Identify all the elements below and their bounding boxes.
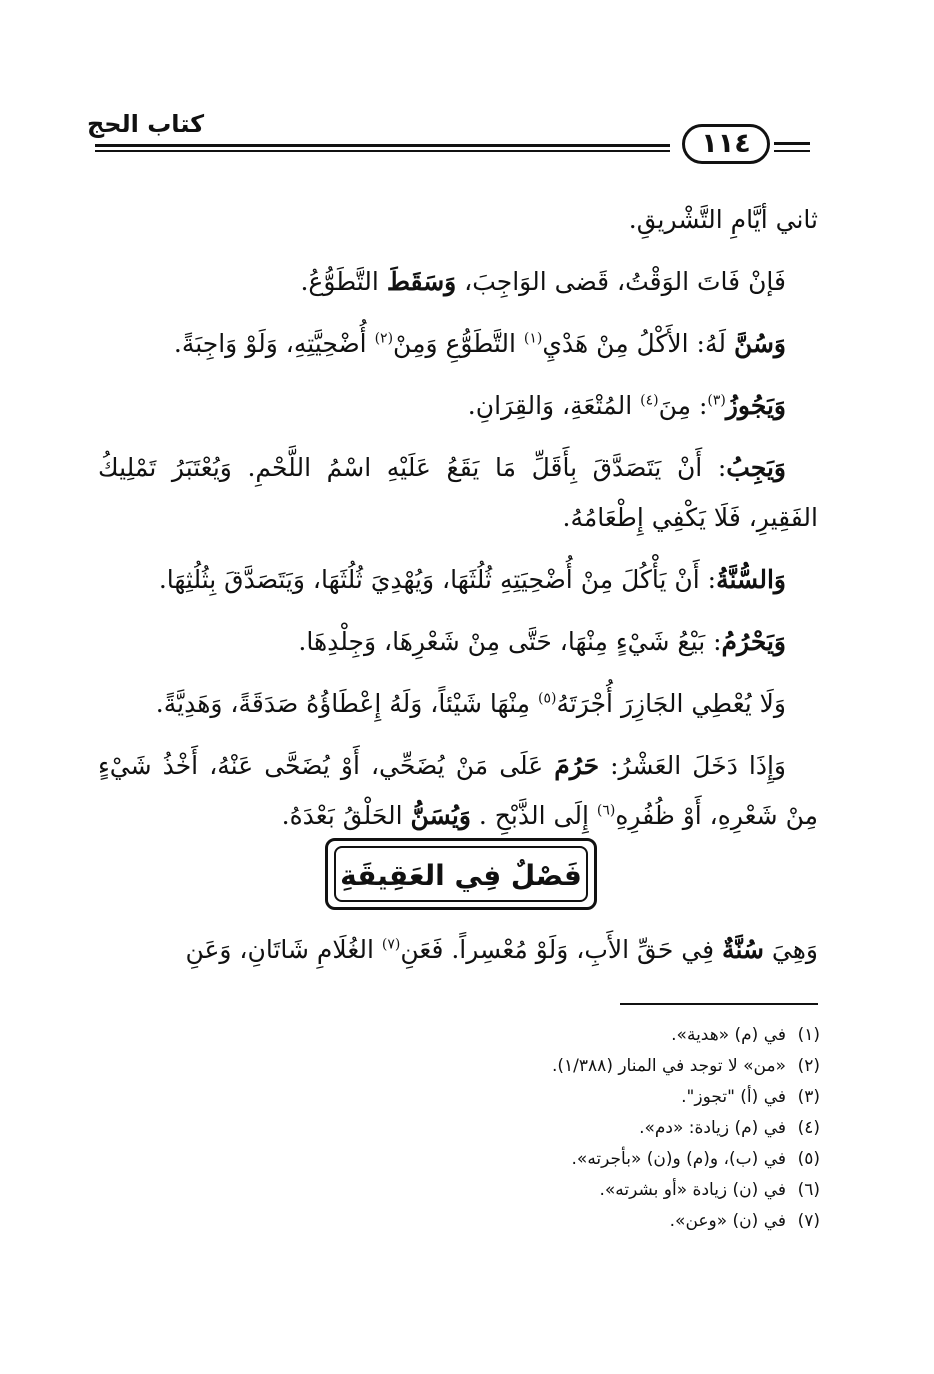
paragraph-text: إِلَى الذَّبْحِ . (470, 801, 597, 830)
paragraph-text: المُتْعَةِ، وَالقِرَانِ. (467, 391, 641, 420)
paragraph (98, 741, 818, 841)
keyword: وَسُنَّ (733, 329, 786, 358)
keyword: سُنَّةٌ (722, 935, 764, 964)
footnote-text: في (ن) زيادة «أو بشرته». (599, 1180, 786, 1200)
section-text (98, 925, 818, 987)
footnote-number: (٣) (797, 1087, 820, 1107)
header-rule (95, 144, 670, 147)
header-rule-thin (95, 150, 670, 152)
paragraph-text: ثاني أيَّامِ التَّشْريقِ. (628, 205, 818, 234)
footnote-item (98, 1051, 820, 1082)
footnote-item (98, 1175, 820, 1206)
page-number: ١١٤ (682, 124, 770, 164)
footnote-divider (620, 1003, 818, 1005)
paragraph-text: لَهُ: الأَكْلُ مِنْ هَدْيِ (542, 329, 734, 358)
footnote-text: في (ب)، و(م) و(ن) «بأجرته». (571, 1149, 786, 1169)
footnote-number: (٦) (797, 1180, 820, 1200)
paragraph-text: مِنْهَا شَيْئاً، وَلَهُ إِعْطَاؤُهُ صَدَقَةً، وَهَدِيَّةً. (155, 689, 538, 718)
keyword: وَيَجُوزُ (725, 391, 786, 420)
footnote-number: (٧) (797, 1211, 820, 1231)
footnote-ref[interactable]: (٢) (374, 330, 394, 347)
footnote-number: (٢) (797, 1056, 820, 1076)
section-heading: فَصْلٌ فِي العَقِيقَةِ (334, 846, 588, 902)
keyword: حَرُمَ (554, 751, 600, 780)
footnote-item (98, 1020, 820, 1051)
page-header (87, 110, 820, 160)
paragraph (98, 381, 818, 431)
paragraph-text: الغُلَامِ شَاتَانِ، وَعَنِ (185, 935, 382, 964)
paragraph-text: : بَيْعُ شَيْءٍ مِنْهَا، حَتَّى مِنْ شَعْرِهَا، وَجِلْدِهَا. (298, 627, 722, 656)
footnote-number: (٥) (797, 1149, 820, 1169)
paragraph (98, 257, 818, 307)
paragraph (98, 925, 818, 975)
footnote-text: في (ن) «وعن». (669, 1211, 786, 1231)
paragraph-text: فَإنْ فَاتَ الوَقْتُ، قَضى الوَاجِبَ، (456, 267, 786, 296)
paragraph-text: فِي حَقِّ الأَبِ، وَلَوْ مُعْسِراً. فَعَنِ (400, 935, 723, 964)
paragraph-text: : أَنْ يَأْكُلَ مِنْ أُضْحِيَتِهِ ثُلُثَهَا، وَيُهْدِيَ ثُلُثَهَا، وَيَتَصَدَّقَ بِثُلُثِهَا. (158, 565, 717, 594)
paragraph-text: : مِنَ (658, 391, 708, 420)
paragraph-text: التَّطَوُّعُ. (300, 267, 387, 296)
paragraph-text: عَلَى مَنْ يُضَحِّي، أَوْ يُضَحَّى عَنْهُ، أَخْذُ شَيْءٍ مِنْ شَعْرِهِ، أَوْ ظُفُرِهِ (98, 751, 818, 830)
paragraph-text: التَّطَوُّعِ وَمِنْ (393, 329, 524, 358)
footnote-text: في (م) «هدية». (671, 1025, 786, 1045)
keyword: وَيَجِبُ (726, 453, 786, 482)
header-rule-right-thin (774, 150, 810, 152)
footnote-text: في (أ) "تجوز". (681, 1087, 786, 1107)
header-rule-right (774, 142, 810, 145)
footnote-ref[interactable]: (٦) (596, 802, 616, 819)
footnote-number: (٤) (797, 1118, 820, 1138)
footnote-item (98, 1082, 820, 1113)
footnote-number: (١) (797, 1025, 820, 1045)
footnote-ref[interactable]: (٤) (640, 392, 659, 409)
paragraph (98, 319, 818, 369)
keyword: وَيُسَنُّ (410, 801, 471, 830)
footnote-item (98, 1144, 820, 1175)
footnote-item (98, 1206, 820, 1237)
paragraph (98, 555, 818, 605)
paragraph-text: أُضْحِيَّتِهِ، وَلَوْ وَاجِبَةً. (173, 329, 375, 358)
keyword: وَيَحْرُمُ (721, 627, 786, 656)
paragraph (98, 195, 818, 245)
keyword: وَالسُّنَّةُ (716, 565, 786, 594)
keyword: وَسَقَطَ (386, 267, 457, 296)
section-heading-frame (325, 838, 597, 910)
paragraph-text: وَلَا يُعْطِي الجَازِرَ أُجْرَتَهُ (556, 689, 786, 718)
paragraph-text: وَهِيَ (763, 935, 818, 964)
paragraph (98, 617, 818, 667)
footnote-ref[interactable]: (١) (523, 330, 543, 347)
footnote-text: «من» لا توجد في المنار (١/٣٨٨). (552, 1056, 786, 1076)
footnote-ref[interactable]: (٥) (537, 690, 557, 707)
footnotes (98, 1020, 820, 1237)
footnote-text: في (م) زيادة: «دم». (639, 1118, 786, 1138)
paragraph (98, 679, 818, 729)
paragraph-text: الحَلْقُ بَعْدَهُ. (281, 801, 411, 830)
footnote-ref[interactable]: (٣) (707, 392, 726, 409)
paragraph (98, 443, 818, 543)
paragraph-text: وَإِذَا دَخَلَ العَشْرُ: (599, 751, 786, 780)
main-text (98, 195, 818, 853)
paragraph-text: : أَنْ يَتَصَدَّقَ بِأَقَلِّ مَا يَقَعُ عَلَيْهِ اسْمُ اللَّحْمِ. وَيُعْتَبَرُ تَمْلِيكُ الفَقِيرِ، فَلَا يَكْفِي إِطْعَامُهُ. (98, 453, 818, 532)
footnote-item (98, 1113, 820, 1144)
footnote-ref[interactable]: (٧) (381, 936, 401, 953)
book-title: كتاب الحج (87, 110, 205, 138)
